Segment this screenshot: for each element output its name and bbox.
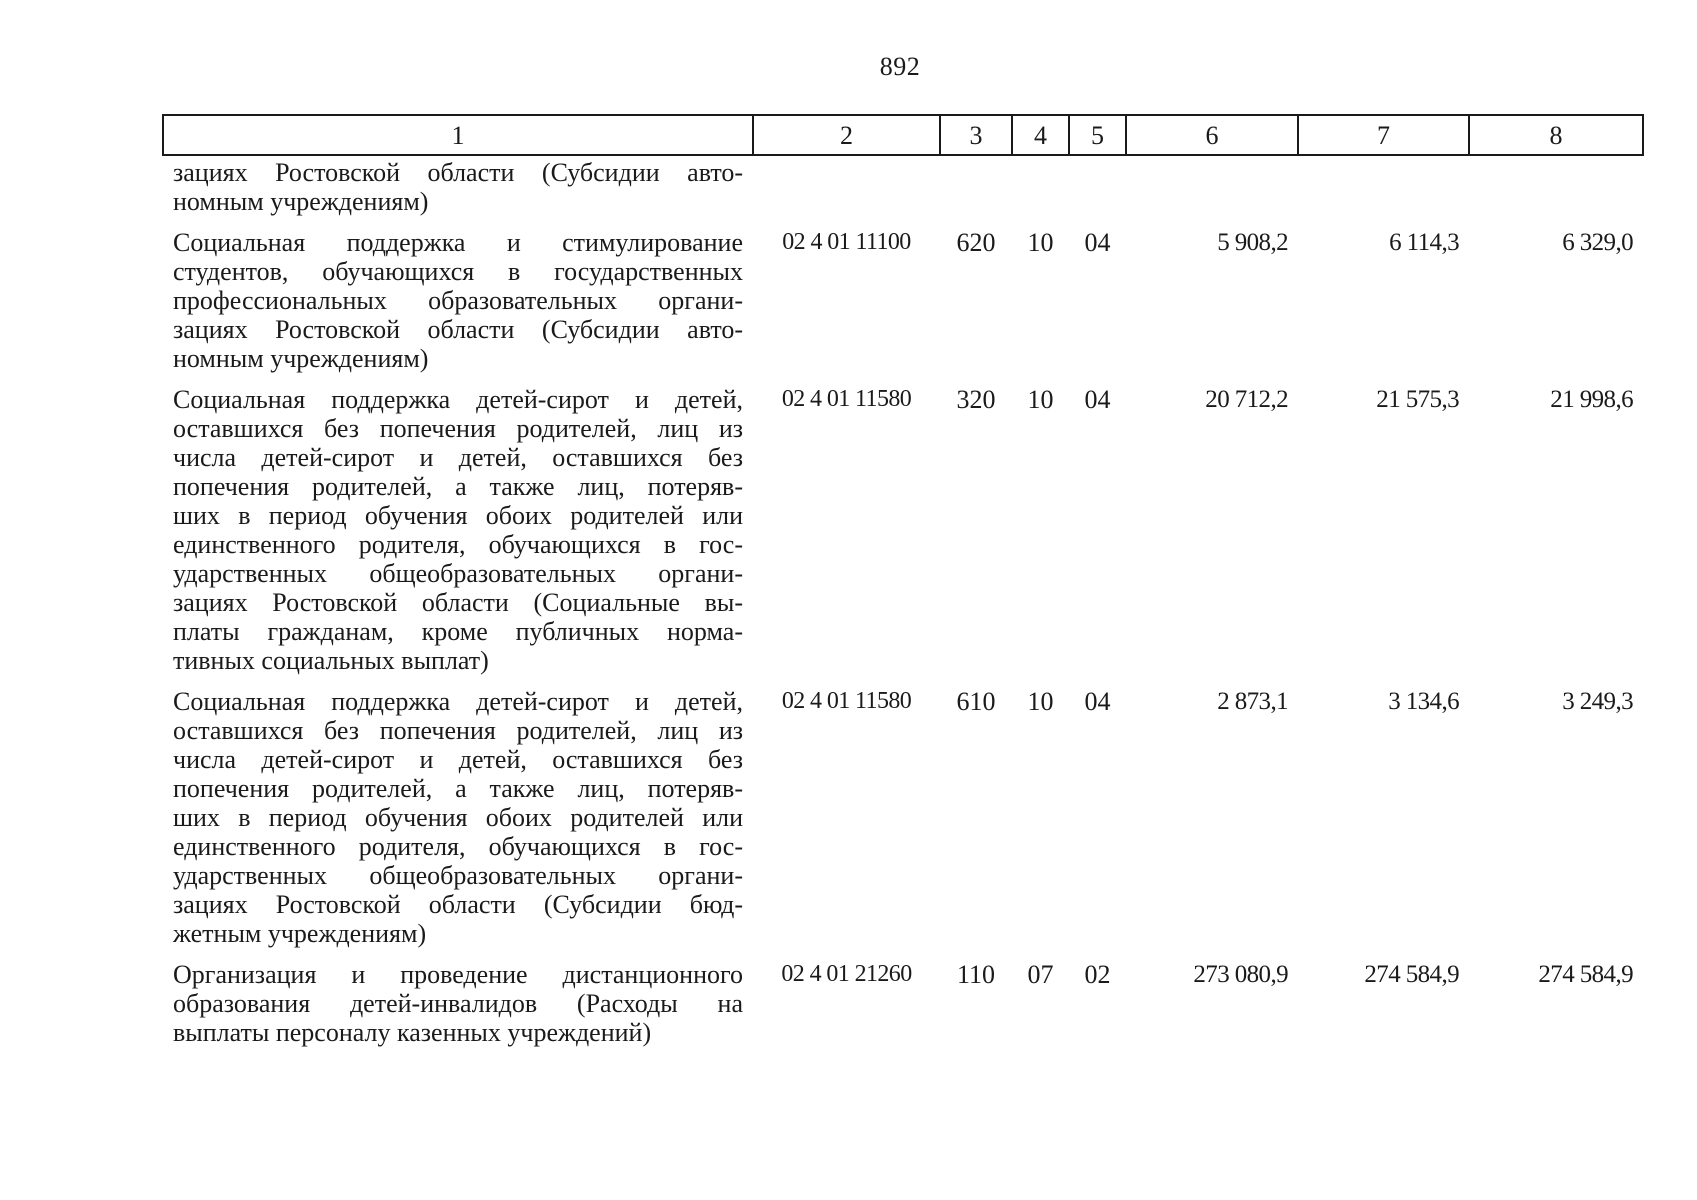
expense-name-line: зациях Ростовской области (Социальные вы- [173, 588, 743, 617]
column-header-8: 8 [1469, 115, 1643, 155]
section-cell: 10 [1027, 228, 1054, 257]
amount-year3-cell: 21 998,6 [1550, 386, 1633, 413]
expense-name-line: попечения родителей, а также лиц, потеряв- [173, 774, 743, 803]
table-body [163, 155, 1643, 1047]
column-header-5: 5 [1069, 115, 1126, 155]
column-header-3: 3 [940, 115, 1012, 155]
amount-year3-cell: 6 329,0 [1562, 229, 1633, 256]
expense-type-cell: 110 [956, 960, 996, 989]
subsection-cell: 04 [1084, 385, 1111, 414]
table-row [163, 216, 1643, 373]
table-row [163, 948, 1643, 1047]
expense-type-cell: 610 [956, 687, 996, 716]
expense-name-line: профессиональных образовательных органи- [173, 286, 743, 315]
amount-year1-cell: 5 908,2 [1217, 229, 1288, 256]
expense-name-line: студентов, обучающихся в государственных [173, 257, 743, 286]
amount-year3-cell: 3 249,3 [1562, 688, 1633, 715]
budget-code-cell: 02 4 01 21260 [781, 961, 912, 987]
amount-year1-cell: 20 712,2 [1205, 386, 1288, 413]
expense-name-line: зациях Ростовской области (Субсидии авто- [173, 315, 743, 344]
table-row [163, 155, 1643, 216]
budget-code-cell: 02 4 01 11580 [781, 688, 912, 714]
expense-type-cell [940, 155, 1012, 216]
expense-name-line: образования детей-инвалидов (Расходы на [173, 989, 743, 1018]
subsection-cell: 04 [1084, 228, 1111, 257]
table-header-row [163, 115, 1643, 155]
amount-year3-cell: 274 584,9 [1538, 961, 1633, 988]
table-row [163, 373, 1643, 675]
amount-year2-cell: 6 114,3 [1389, 229, 1459, 256]
column-header-1: 1 [163, 115, 753, 155]
expense-type-cell: 620 [956, 228, 996, 257]
expense-name-line: ударственных общеобразовательных органи- [173, 559, 743, 588]
amount-year2-cell [1298, 155, 1469, 216]
expense-name-line: Социальная поддержка детей-сирот и детей, [173, 687, 743, 716]
expense-name-cell [163, 948, 753, 1047]
expense-name-cell [163, 373, 753, 675]
expense-name-line: единственного родителя, обучающихся в гос- [173, 832, 743, 861]
amount-year1-cell: 2 873,1 [1217, 688, 1288, 715]
section-cell: 10 [1027, 687, 1054, 716]
amount-year3-cell [1469, 155, 1643, 216]
expense-name-line: попечения родителей, а также лиц, потеряв- [173, 472, 743, 501]
expense-name-cell [163, 155, 753, 216]
expense-name-line: тивных социальных выплат) [173, 646, 489, 675]
expense-name-line: оставшихся без попечения родителей, лиц из [173, 716, 743, 745]
amount-year1-cell: 273 080,9 [1193, 961, 1288, 988]
expense-name-cell [163, 216, 753, 373]
expense-name-line: зациях Ростовской области (Субсидии бюд- [173, 890, 743, 919]
expense-name-line: ударственных общеобразовательных органи- [173, 861, 743, 890]
amount-year2-cell: 274 584,9 [1364, 961, 1459, 988]
expense-name-line: числа детей-сирот и детей, оставшихся без [173, 745, 743, 774]
expense-name-line: жетным учреждениям) [173, 919, 427, 948]
budget-code-cell [753, 155, 940, 216]
expense-name-line: зациях Ростовской области (Субсидии авто- [173, 158, 743, 187]
column-header-2: 2 [753, 115, 940, 155]
column-header-6: 6 [1126, 115, 1298, 155]
page-number: 892 [879, 52, 921, 81]
expense-name-line: числа детей-сирот и детей, оставшихся без [173, 443, 743, 472]
column-header-7: 7 [1298, 115, 1469, 155]
expense-name-line: Организация и проведение дистанционного [173, 960, 743, 989]
expense-type-cell: 320 [956, 385, 996, 414]
amount-year1-cell [1126, 155, 1298, 216]
expense-name-line: номным учреждениям) [173, 344, 429, 373]
expense-name-line: платы гражданам, кроме публичных норма- [173, 617, 743, 646]
amount-year2-cell: 3 134,6 [1388, 688, 1459, 715]
expense-name-line: номным учреждениям) [173, 187, 429, 216]
budget-code-cell: 02 4 01 11100 [782, 229, 911, 255]
expense-name-cell [163, 675, 753, 948]
expense-name-line: Социальная поддержка и стимулирование [173, 228, 743, 257]
expense-name-line: выплаты персоналу казенных учреждений) [173, 1018, 652, 1047]
section-cell [1012, 155, 1069, 216]
amount-year2-cell: 21 575,3 [1376, 386, 1459, 413]
expense-name-line: оставшихся без попечения родителей, лиц из [173, 414, 743, 443]
table-row [163, 675, 1643, 948]
subsection-cell [1069, 155, 1126, 216]
subsection-cell: 02 [1084, 960, 1111, 989]
section-cell: 10 [1027, 385, 1054, 414]
expense-name-line: Социальная поддержка детей-сирот и детей, [173, 385, 743, 414]
expense-name-line: ших в период обучения обоих родителей или [173, 501, 743, 530]
column-header-4: 4 [1012, 115, 1069, 155]
subsection-cell: 04 [1084, 687, 1111, 716]
budget-table [162, 114, 1644, 1047]
expense-name-line: единственного родителя, обучающихся в гос- [173, 530, 743, 559]
section-cell: 07 [1027, 960, 1054, 989]
expense-name-line: ших в период обучения обоих родителей или [173, 803, 743, 832]
budget-code-cell: 02 4 01 11580 [781, 386, 912, 412]
